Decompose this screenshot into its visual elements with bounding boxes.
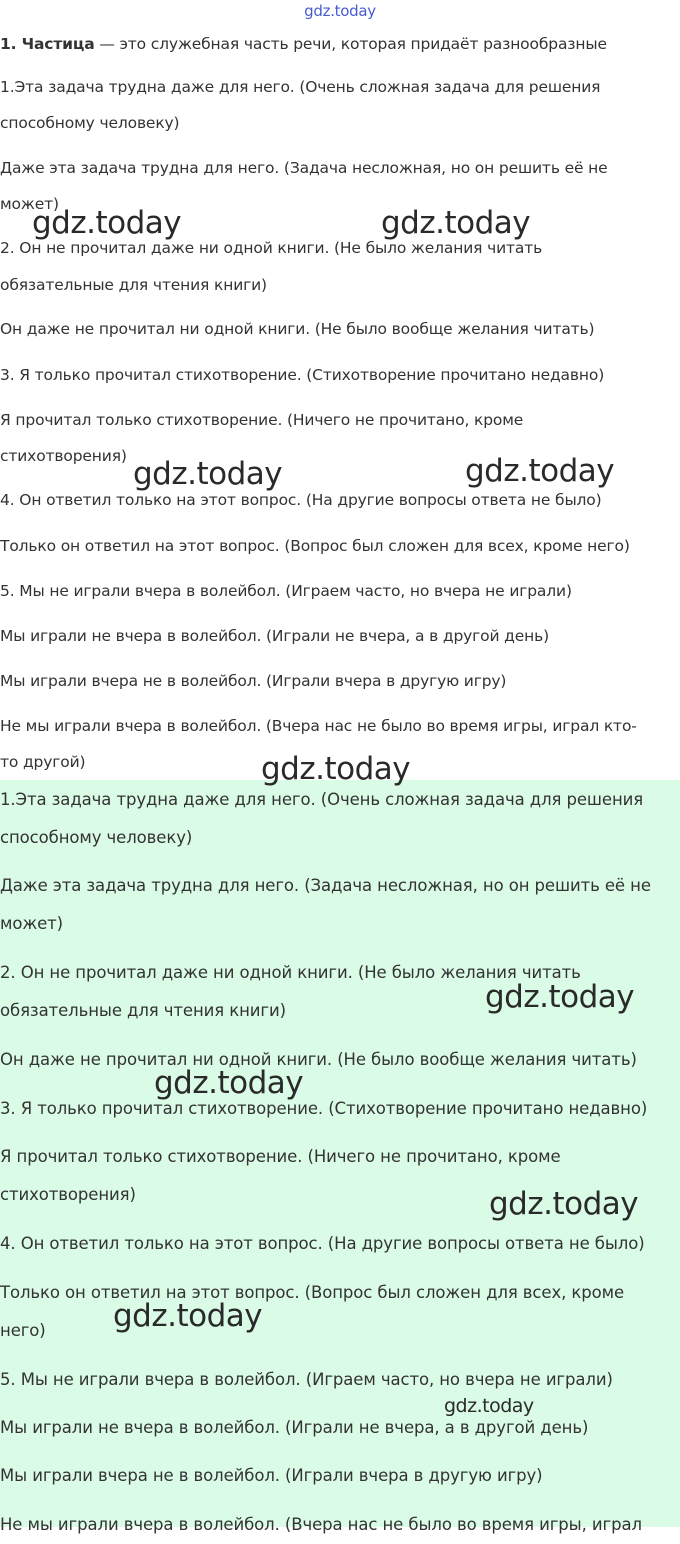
s2-line: него) — [0, 1321, 46, 1340]
header-watermark: gdz.today — [304, 2, 376, 20]
s2-line: 2. Он не прочитал даже ни одной книги. (Не было желания читать — [0, 963, 581, 982]
watermark: gdz.today — [154, 1065, 304, 1101]
s1-line: Он даже не прочитал ни одной книги. (Не было вообще желания читать) — [0, 320, 595, 338]
intro-definition: — это служебная часть речи, которая придаёт разнообразные — [94, 35, 607, 53]
s2-line: Даже эта задача трудна для него. (Задача несложная, но он решить её не — [0, 876, 651, 895]
watermark: gdz.today — [261, 751, 411, 787]
s1-line: 1.Эта задача трудна даже для него. (Очень сложная задача для решения — [0, 78, 601, 96]
s1-line: обязательные для чтения книги) — [0, 276, 267, 294]
watermark: gdz.today — [133, 456, 283, 492]
s1-line: способному человеку) — [0, 114, 180, 132]
s2-line: способному человеку) — [0, 828, 193, 847]
watermark: gdz.today — [465, 453, 615, 489]
s2-line: 5. Мы не играли вчера в волейбол. (Играем часто, но вчера не играли) — [0, 1370, 613, 1389]
s2-line: Не мы играли вчера в волейбол. (Вчера нас не было во время игры, играл — [0, 1515, 642, 1534]
intro-term: 1. Частица — [0, 35, 95, 53]
s2-line: Он даже не прочитал ни одной книги. (Не было вообще желания читать) — [0, 1050, 637, 1069]
s2-line: стихотворения) — [0, 1185, 136, 1204]
s2-line: Только он ответил на этот вопрос. (Вопрос был сложен для всех, кроме — [0, 1283, 625, 1302]
watermark: gdz.today — [489, 1186, 639, 1222]
watermark: gdz.today — [444, 1395, 534, 1417]
s1-line: то другой) — [0, 753, 86, 771]
s2-line: Мы играли не вчера в волейбол. (Играли не вчера, а в другой день) — [0, 1418, 589, 1437]
s2-line: Мы играли вчера не в волейбол. (Играли вчера в другую игру) — [0, 1466, 543, 1485]
watermark: gdz.today — [485, 979, 635, 1015]
s1-line: 2. Он не прочитал даже ни одной книги. (Не было желания читать — [0, 239, 543, 257]
s1-line: Я прочитал только стихотворение. (Ничего не прочитано, кроме — [0, 411, 524, 429]
intro-line — [0, 25, 680, 63]
watermark: gdz.today — [381, 205, 531, 241]
s1-line: может) — [0, 195, 59, 213]
s2-line: обязательные для чтения книги) — [0, 1001, 286, 1020]
s2-line: Я прочитал только стихотворение. (Ничего не прочитано, кроме — [0, 1147, 561, 1166]
s1-line: Не мы играли вчера в волейбол. (Вчера нас не было во время игры, играл кто- — [0, 717, 637, 735]
s2-line: 1.Эта задача трудна даже для него. (Очень сложная задача для решения — [0, 790, 644, 809]
s1-line: Даже эта задача трудна для него. (Задача несложная, но он решить её не — [0, 159, 608, 177]
s2-line: может) — [0, 914, 64, 933]
s1-line: стихотворения) — [0, 447, 127, 465]
s1-line: Мы играли не вчера в волейбол. (Играли не вчера, а в другой день) — [0, 627, 549, 645]
s2-line: 4. Он ответил только на этот вопрос. (На другие вопросы ответа не было) — [0, 1234, 645, 1253]
watermark: gdz.today — [32, 205, 182, 241]
s1-line: 4. Он ответил только на этот вопрос. (На другие вопросы ответа не было) — [0, 491, 602, 509]
s1-line: Мы играли вчера не в волейбол. (Играли вчера в другую игру) — [0, 672, 507, 690]
s1-line: Только он ответил на этот вопрос. (Вопрос был сложен для всех, кроме него) — [0, 537, 630, 555]
s1-line: 3. Я только прочитал стихотворение. (Стихотворение прочитано недавно) — [0, 366, 605, 384]
watermark: gdz.today — [113, 1298, 263, 1334]
s1-line: 5. Мы не играли вчера в волейбол. (Играем часто, но вчера не играли) — [0, 582, 572, 600]
s2-line: 3. Я только прочитал стихотворение. (Стихотворение прочитано недавно) — [0, 1099, 648, 1118]
